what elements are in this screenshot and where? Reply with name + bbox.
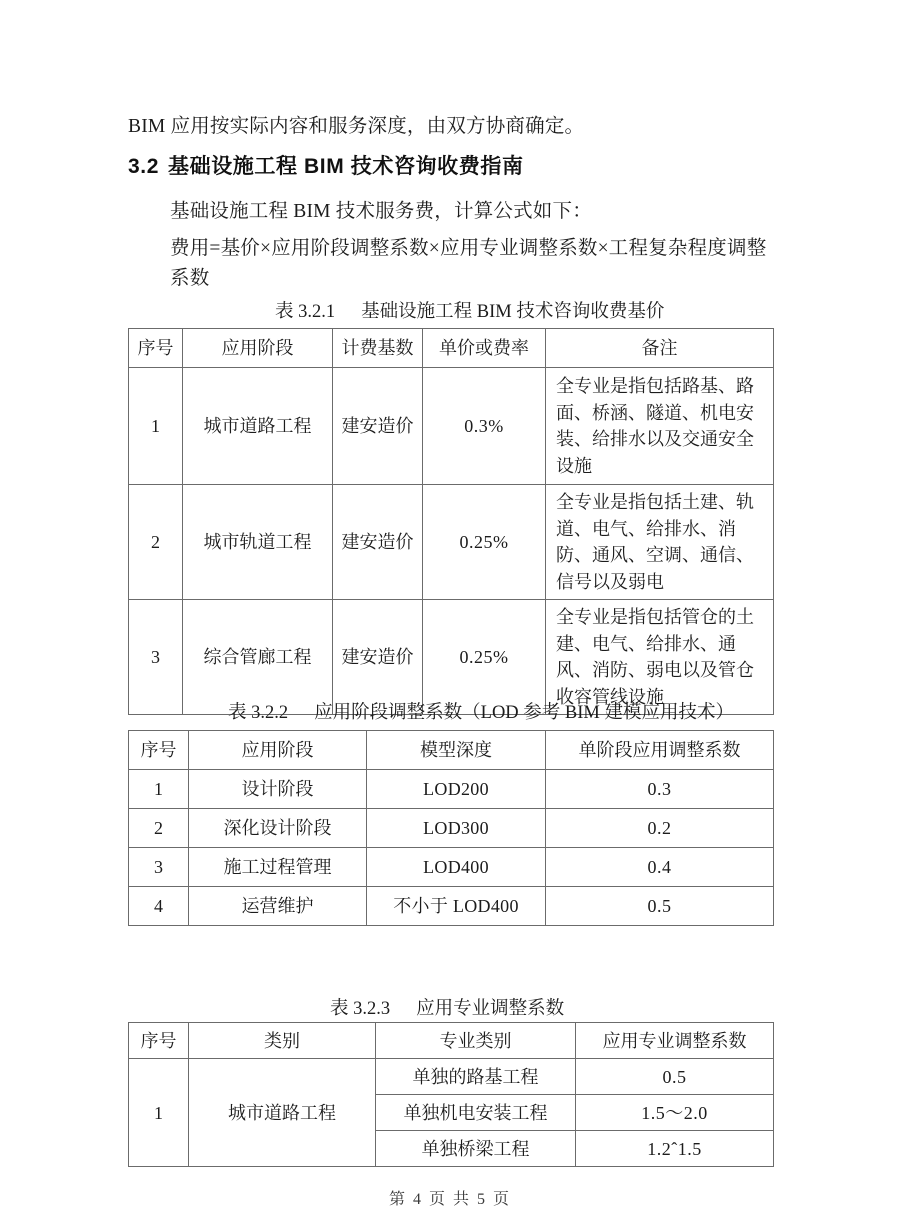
table1-cell-base: 建安造价	[333, 485, 423, 600]
table-row	[129, 887, 774, 926]
table1-caption	[275, 299, 664, 325]
formula-intro-paragraph: 基础设施工程 BIM 技术服务费，计算公式如下：	[170, 201, 592, 222]
formula-paragraph: 费用=基价×应用阶段调整系数×应用专业调整系数×工程复杂程度调整系数	[170, 238, 767, 289]
table3-caption-title: 应用专业调整系数	[416, 999, 565, 1019]
table1-cell-note: 全专业是指包括土建、轨道、电气、给排水、消防、通风、空调、通信、信号以及弱电	[546, 485, 774, 600]
intro-paragraph: BIM 应用按实际内容和服务深度，由双方协商确定。	[128, 116, 585, 137]
table1-cell-stage: 综合管廊工程	[183, 600, 333, 715]
table1-cell-no: 3	[129, 600, 183, 715]
table1-cell-rate: 0.25%	[423, 485, 546, 600]
table3-caption	[330, 996, 564, 1022]
table2-cell-stage: 施工过程管理	[189, 848, 367, 887]
table1-cell-note: 全专业是指包括管仓的土建、电气、给排水、通风、消防、弱电以及管仓收容管线设施	[546, 600, 774, 715]
table3-cell-coef: 1.5～2.0	[576, 1095, 774, 1131]
table3-cell-specialty: 单独的路基工程	[376, 1059, 576, 1095]
table-row	[129, 848, 774, 887]
page-footer: 第 4 页 共 5 页	[388, 1191, 511, 1208]
table1-cell-stage: 城市轨道工程	[183, 485, 333, 600]
table2-header-cell: 序号	[129, 731, 189, 770]
table-row	[129, 770, 774, 809]
table3-header-cell: 应用专业调整系数	[576, 1023, 774, 1059]
table3-caption-label: 表 3.2.3	[330, 999, 391, 1019]
table2-cell-no: 1	[129, 770, 189, 809]
table-row	[129, 600, 774, 715]
table2-caption-title: 应用阶段调整系数（LOD 参考 BIM 建模应用技术）	[314, 703, 734, 723]
table1-caption-title: 基础设施工程 BIM 技术咨询收费基价	[361, 302, 665, 322]
table3-cell-coef: 1.2ˆ1.5	[576, 1131, 774, 1167]
table2-caption-label: 表 3.2.2	[228, 703, 289, 723]
table2-header-cell: 模型深度	[367, 731, 546, 770]
table2-header-cell: 应用阶段	[189, 731, 367, 770]
table-header-row	[129, 731, 774, 770]
section-number: 3.2	[128, 155, 159, 178]
table1-cell-rate: 0.25%	[423, 600, 546, 715]
table-base-price	[128, 328, 774, 715]
table2-cell-no: 3	[129, 848, 189, 887]
table3-header-cell: 序号	[129, 1023, 189, 1059]
table-stage-coefficient	[128, 730, 774, 926]
table2-cell-stage: 设计阶段	[189, 770, 367, 809]
table2-header-cell: 单阶段应用调整系数	[546, 731, 774, 770]
table3-header-cell: 专业类别	[376, 1023, 576, 1059]
table2-cell-no: 2	[129, 809, 189, 848]
table1-cell-rate: 0.3%	[423, 368, 546, 485]
table3-cell-category: 城市道路工程	[189, 1059, 376, 1167]
table-specialty-coefficient	[128, 1022, 774, 1167]
table1-header-cell: 计费基数	[333, 329, 423, 368]
table1-cell-no: 1	[129, 368, 183, 485]
table3-header-cell: 类别	[189, 1023, 376, 1059]
table-row	[129, 809, 774, 848]
table2-cell-lod: LOD200	[367, 770, 546, 809]
table1-cell-base: 建安造价	[333, 600, 423, 715]
table2-cell-coef: 0.2	[546, 809, 774, 848]
table1-header-cell: 单价或费率	[423, 329, 546, 368]
table2-caption	[228, 700, 734, 726]
table-row	[129, 485, 774, 600]
table2-cell-lod: 不小于 LOD400	[367, 887, 546, 926]
table1-header-cell: 备注	[546, 329, 774, 368]
table2-cell-stage: 深化设计阶段	[189, 809, 367, 848]
table1-header-cell: 应用阶段	[183, 329, 333, 368]
table2-cell-lod: LOD400	[367, 848, 546, 887]
table2-cell-lod: LOD300	[367, 809, 546, 848]
table-header-row	[129, 329, 774, 368]
table2-cell-stage: 运营维护	[189, 887, 367, 926]
table-header-row	[129, 1023, 774, 1059]
table1-caption-label: 表 3.2.1	[275, 302, 336, 322]
table3-cell-no: 1	[129, 1059, 189, 1167]
table1-cell-no: 2	[129, 485, 183, 600]
table1-cell-base: 建安造价	[333, 368, 423, 485]
table2-cell-coef: 0.5	[546, 887, 774, 926]
table2-cell-coef: 0.3	[546, 770, 774, 809]
table1-cell-note: 全专业是指包括路基、路面、桥涵、隧道、机电安装、给排水以及交通安全设施	[546, 368, 774, 485]
table3-cell-specialty: 单独机电安装工程	[376, 1095, 576, 1131]
table1-header-cell: 序号	[129, 329, 183, 368]
table3-cell-specialty: 单独桥梁工程	[376, 1131, 576, 1167]
section-title: 基础设施工程 BIM 技术咨询收费指南	[168, 155, 524, 178]
table2-cell-coef: 0.4	[546, 848, 774, 887]
table2-cell-no: 4	[129, 887, 189, 926]
table-row	[129, 368, 774, 485]
table3-cell-coef: 0.5	[576, 1059, 774, 1095]
table1-cell-stage: 城市道路工程	[183, 368, 333, 485]
section-heading	[128, 150, 524, 180]
table-row	[129, 1059, 774, 1095]
